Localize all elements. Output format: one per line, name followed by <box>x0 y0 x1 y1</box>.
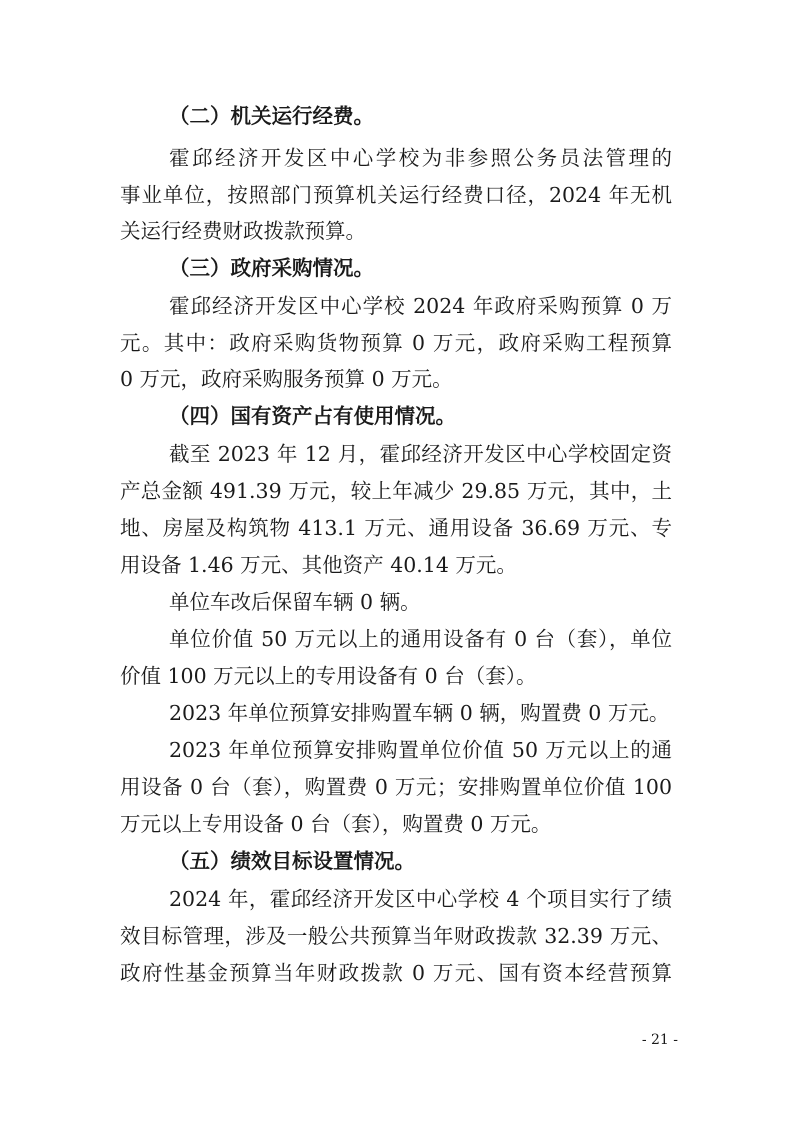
section-heading-performance-targets: （五）绩效目标设置情况。 <box>169 849 415 873</box>
paragraph-line: 用设备 1.46 万元、其他资产 40.14 万元。 <box>120 553 517 577</box>
paragraph-line: 价值 100 万元以上的专用设备有 0 台（套）。 <box>120 664 537 688</box>
paragraph-line: 效目标管理，涉及一般公共预算当年财政拨款 32.39 万元、 <box>120 924 672 948</box>
page-number: - 21 - <box>641 1032 678 1048</box>
paragraph-line: 0 万元，政府采购服务预算 0 万元。 <box>120 367 453 391</box>
section-heading-state-assets: （四）国有资产占有使用情况。 <box>169 404 456 428</box>
paragraph-line: 政府性基金预算当年财政拨款 0 万元、国有资本经营预算 <box>120 961 672 985</box>
paragraph-line: 2023 年单位预算安排购置单位价值 50 万元以上的通 <box>169 738 672 762</box>
paragraph-line: 万元以上专用设备 0 台（套），购置费 0 万元。 <box>120 812 552 836</box>
paragraph-line: 产总金额 491.39 万元，较上年减少 29.85 万元，其中，土 <box>120 479 672 503</box>
paragraph-line: 2024 年，霍邱经济开发区中心学校 4 个项目实行了绩 <box>169 887 672 911</box>
paragraph-line: 截至 2023 年 12 月，霍邱经济开发区中心学校固定资 <box>169 442 672 466</box>
paragraph-line: 2023 年单位预算安排购置车辆 0 辆，购置费 0 万元。 <box>169 701 670 725</box>
paragraph-line: 关运行经费财政拨款预算。 <box>120 219 366 243</box>
paragraph-line: 霍邱经济开发区中心学校为非参照公务员法管理的 <box>169 146 672 170</box>
paragraph-line: 事业单位，按照部门预算机关运行经费口径，2024 年无机 <box>120 183 672 207</box>
paragraph-line: 元。其中：政府采购货物预算 0 万元，政府采购工程预算 <box>120 331 672 355</box>
section-heading-operating-expenses: （二）机关运行经费。 <box>169 104 374 128</box>
paragraph-line: 单位车改后保留车辆 0 辆。 <box>169 590 421 614</box>
paragraph-line: 霍邱经济开发区中心学校 2024 年政府采购预算 0 万 <box>169 294 672 318</box>
paragraph-line: 地、房屋及构筑物 413.1 万元、通用设备 36.69 万元、专 <box>120 516 672 540</box>
section-heading-government-procurement: （三）政府采购情况。 <box>169 256 374 280</box>
paragraph-line: 单位价值 50 万元以上的通用设备有 0 台（套），单位 <box>169 627 672 651</box>
paragraph-line: 用设备 0 台（套），购置费 0 万元；安排购置单位价值 100 <box>120 775 672 799</box>
